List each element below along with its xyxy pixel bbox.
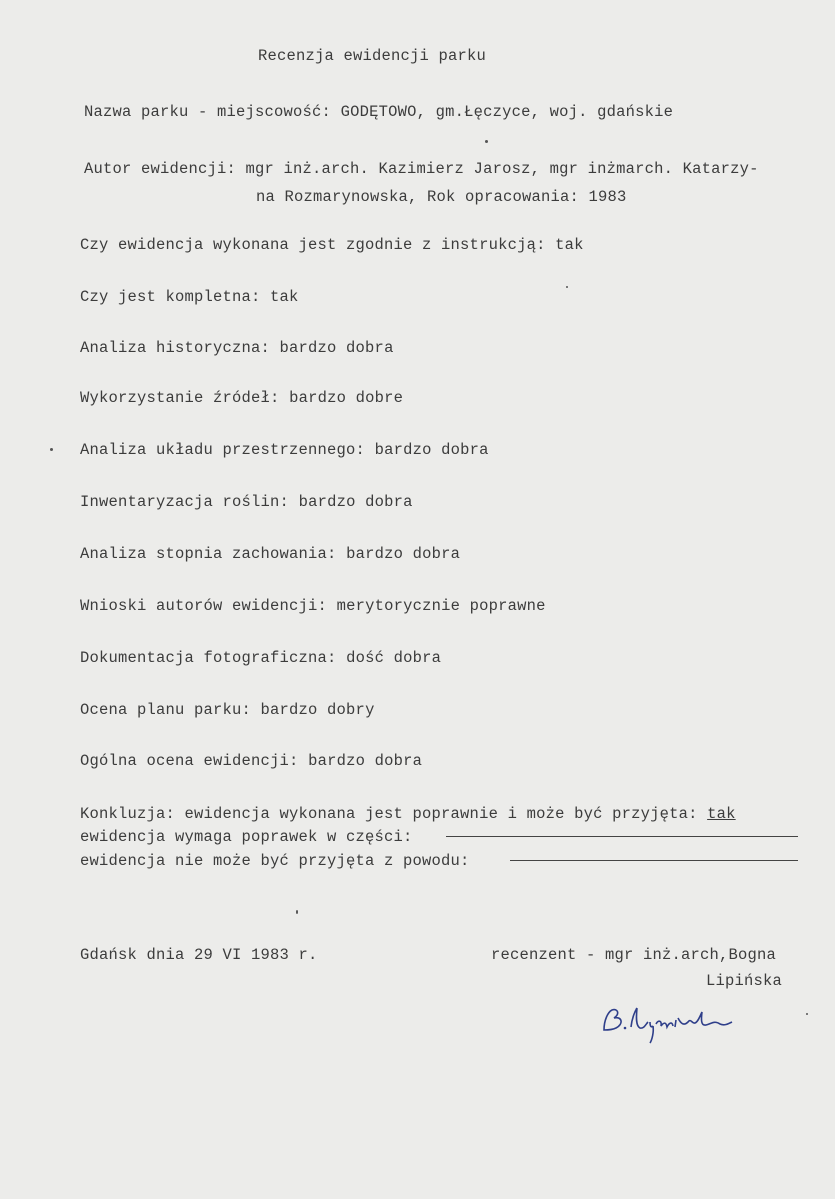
author-line-1: Autor ewidencji: mgr inż.arch. Kazimierz Jarosz, mgr inżmarch. Katarzy- bbox=[84, 160, 759, 178]
paper-speck bbox=[566, 286, 568, 288]
document-title: Recenzja ewidencji parku bbox=[258, 47, 487, 65]
row-label: Wnioski autorów ewidencji: bbox=[80, 597, 328, 615]
row-label: Wykorzystanie źródeł: bbox=[80, 389, 280, 407]
paper-speck bbox=[296, 910, 298, 914]
row-value: dość dobra bbox=[346, 649, 442, 667]
conclusion-line-1 bbox=[80, 805, 736, 823]
conclusion-label: Konkluzja: ewidencja wykonana jest poprawnie i może być przyjęta: bbox=[80, 805, 698, 823]
handwritten-signature bbox=[598, 1000, 758, 1045]
row-spatial-analysis bbox=[80, 441, 489, 459]
row-authors-conclusions bbox=[80, 597, 546, 615]
park-name-label: Nazwa parku - miejscowość: bbox=[84, 103, 332, 121]
row-historical-analysis bbox=[80, 339, 394, 357]
row-label: Inwentaryzacja roślin: bbox=[80, 493, 290, 511]
paper-speck bbox=[485, 140, 488, 143]
place-date: Gdańsk dnia 29 VI 1983 r. bbox=[80, 946, 318, 964]
conclusion-line-2: ewidencja wymaga poprawek w części: bbox=[80, 828, 413, 846]
park-name-value: GODĘTOWO, gm.Łęczyce, woj. gdańskie bbox=[340, 103, 674, 121]
row-value: tak bbox=[555, 236, 584, 254]
row-value: bardzo dobra bbox=[279, 339, 394, 357]
conclusion-value: tak bbox=[707, 805, 736, 823]
author-line-2: na Rozmarynowska, Rok opracowania: 1983 bbox=[256, 188, 627, 206]
fill-in-line bbox=[446, 836, 798, 837]
row-label: Analiza stopnia zachowania: bbox=[80, 545, 337, 563]
row-completeness bbox=[80, 288, 299, 306]
row-label: Analiza historyczna: bbox=[80, 339, 271, 357]
row-label: Ogólna ocena ewidencji: bbox=[80, 752, 299, 770]
row-value: bardzo dobry bbox=[260, 701, 375, 719]
row-plant-inventory bbox=[80, 493, 413, 511]
row-label: Analiza układu przestrzennego: bbox=[80, 441, 366, 459]
reviewer-line-2: Lipińska bbox=[706, 972, 783, 990]
row-value: bardzo dobra bbox=[346, 545, 461, 563]
row-compliance bbox=[80, 236, 584, 254]
conclusion-line-3: ewidencja nie może być przyjęta z powodu: bbox=[80, 852, 470, 870]
fill-in-line bbox=[510, 860, 798, 861]
row-label: Ocena planu parku: bbox=[80, 701, 252, 719]
row-value: tak bbox=[270, 288, 299, 306]
paper-speck bbox=[806, 1013, 808, 1015]
reviewer-line-1: recenzent - mgr inż.arch,Bogna bbox=[491, 946, 777, 964]
paper-speck bbox=[50, 448, 53, 451]
row-photo-documentation bbox=[80, 649, 441, 667]
row-label: Czy jest kompletna: bbox=[80, 288, 261, 306]
row-value: merytorycznie poprawne bbox=[336, 597, 546, 615]
park-name-line bbox=[84, 103, 673, 121]
row-preservation-analysis bbox=[80, 545, 460, 563]
row-sources bbox=[80, 389, 403, 407]
row-value: bardzo dobra bbox=[374, 441, 489, 459]
row-overall-rating bbox=[80, 752, 422, 770]
row-label: Czy ewidencja wykonana jest zgodnie z instrukcją: bbox=[80, 236, 546, 254]
row-value: bardzo dobra bbox=[298, 493, 413, 511]
row-label: Dokumentacja fotograficzna: bbox=[80, 649, 337, 667]
row-value: bardzo dobre bbox=[289, 389, 404, 407]
row-value: bardzo dobra bbox=[308, 752, 423, 770]
row-park-plan bbox=[80, 701, 375, 719]
